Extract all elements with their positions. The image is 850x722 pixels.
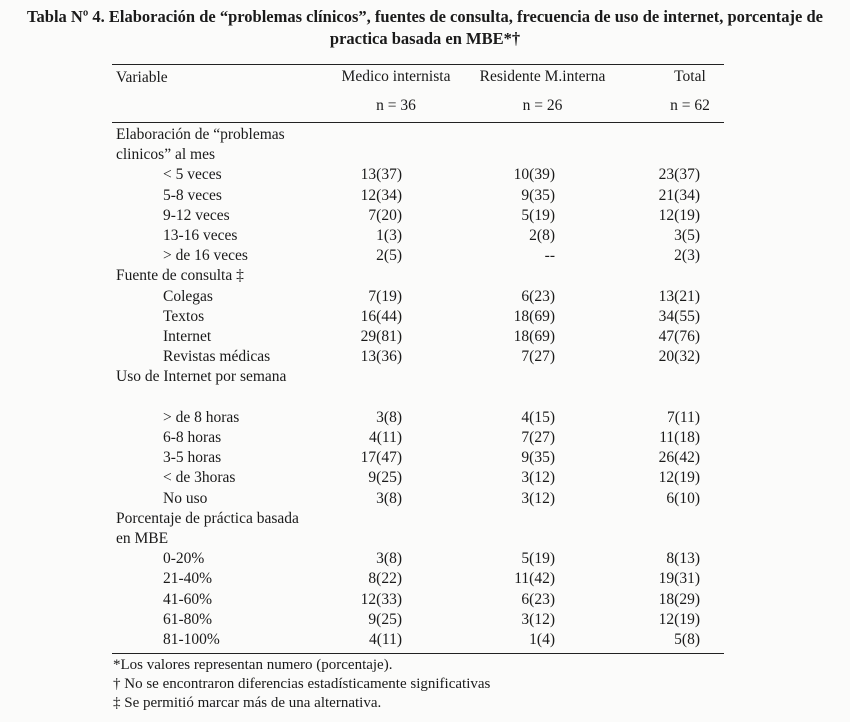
cell-medico-internista: 4(11) [369,429,402,446]
cell-medico-internista: 3(8) [376,408,402,426]
cell-medico-internista: 7(19) [368,287,402,305]
cell-medico-internista: 3(8) [376,550,402,568]
cell-residente: 7(27) [521,429,555,446]
row-label: 81-100% [163,631,220,648]
cell-medico-internista: 9(25) [368,610,402,628]
cell-medico-internista: 17(47) [360,449,402,467]
cell-total: 8(13) [666,550,700,568]
cell-medico-internista: 4(11) [369,631,402,648]
row-label: 41-60% [163,590,213,608]
cell-residente: 4(15) [521,408,555,426]
table-title-line-1: Tabla Nº 4. Elaboración de “problemas clínicos”, fuentes de consulta, frecuencia de uso de internet, porcentaje de [27,7,823,26]
section-title: Elaboración de “problemas [116,126,285,143]
cell-total: 23(37) [658,166,700,184]
cell-medico-internista: 16(44) [360,307,402,325]
cell-residente: 6(23) [521,590,555,608]
cell-residente: 7(27) [521,348,555,366]
cell-medico-internista: 2(5) [376,247,402,265]
cell-total: 13(21) [658,287,700,305]
cell-residente: 5(19) [521,206,555,224]
row-label: < 5 veces [163,166,222,184]
cell-medico-internista: 13(36) [360,348,402,366]
row-label: 6-8 horas [163,429,222,446]
cell-total: 6(10) [666,489,700,507]
cell-total: 11(18) [659,429,700,446]
header-variable: Variable [116,69,168,86]
table-title-line-2: practica basada en MBE*† [329,29,521,48]
section-title: Fuente de consulta ‡ [116,267,244,285]
cell-total: 5(8) [674,631,700,648]
row-label: Colegas [163,287,213,305]
header-col-total: Total [674,68,706,85]
cell-total: 26(42) [658,449,700,467]
cell-residente: 1(4) [529,631,555,648]
row-label: 9-12 veces [163,206,230,224]
cell-residente: 11(42) [514,570,555,588]
footnote: *Los valores representan numero (porcentaje). [113,657,393,673]
cell-residente: 9(35) [521,186,555,204]
cell-residente: 3(12) [521,489,555,507]
section-title: Uso de Internet por semana [116,368,287,386]
row-label: 0-20% [163,550,205,568]
section-title: en MBE [116,530,169,547]
row-label: 3-5 horas [163,449,222,467]
cell-total: 21(34) [658,186,700,204]
header-n-total: n = 62 [670,97,710,114]
cell-residente: -- [544,247,555,265]
cell-total: 34(55) [658,307,700,325]
header-col-medico: Medico internista [341,68,451,85]
row-label: Internet [163,328,212,345]
cell-medico-internista: 29(81) [360,328,402,345]
cell-total: 18(29) [658,590,700,608]
cell-residente: 18(69) [513,307,555,325]
row-label: 61-80% [163,610,213,628]
cell-total: 3(5) [674,227,700,244]
cell-medico-internista: 3(8) [376,489,402,507]
row-label: Textos [163,307,205,325]
bottom-rule [112,653,724,654]
footnote: ‡ Se permitió marcar más de una alternativa. [113,695,382,711]
cell-total: 20(32) [658,348,700,366]
row-label: > de 8 horas [163,408,240,426]
header-n-medico: n = 36 [376,97,416,114]
header-col-residente: Residente M.interna [479,68,606,85]
cell-residente: 18(69) [513,328,555,345]
row-label: 21-40% [163,570,213,588]
cell-residente: 6(23) [521,287,555,305]
cell-medico-internista: 9(25) [368,469,402,487]
cell-medico-internista: 13(37) [360,166,402,184]
cell-residente: 10(39) [513,166,555,184]
cell-residente: 3(12) [521,610,555,628]
row-label: > de 16 veces [163,247,248,265]
cell-total: 12(19) [658,610,700,628]
row-label: < de 3horas [163,469,236,487]
cell-medico-internista: 12(34) [360,186,402,204]
cell-medico-internista: 8(22) [368,570,402,588]
cell-total: 19(31) [658,570,700,588]
cell-residente: 3(12) [521,469,555,487]
cell-residente: 5(19) [521,550,555,568]
table-title [0,6,850,50]
row-label: No uso [163,489,208,507]
cell-medico-internista: 12(33) [360,590,402,608]
row-label: 13-16 veces [163,227,238,244]
footnote: † No se encontraron diferencias estadísticamente significativas [113,676,491,692]
cell-medico-internista: 7(20) [368,206,402,224]
cell-total: 2(3) [674,247,700,265]
cell-total: 12(19) [658,469,700,487]
row-label: Revistas médicas [163,348,271,366]
cell-total: 12(19) [658,206,700,224]
cell-total: 7(11) [667,408,700,426]
row-label: 5-8 veces [163,186,222,204]
cell-total: 47(76) [658,328,700,345]
header-n-residente: n = 26 [522,97,563,114]
cell-residente: 2(8) [529,227,555,244]
section-title: clinicos” al mes [116,146,215,164]
header-rule [112,122,724,123]
cell-residente: 9(35) [521,449,555,467]
section-title: Porcentaje de práctica basada [116,509,299,527]
cell-medico-internista: 1(3) [376,227,402,244]
top-rule [112,64,724,65]
